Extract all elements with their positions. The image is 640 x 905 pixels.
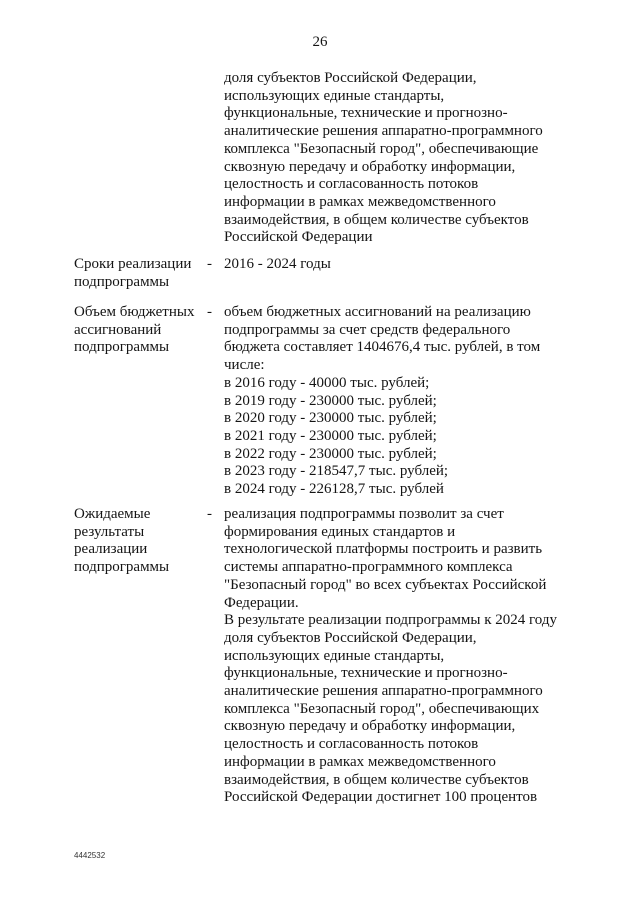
value-line: доля субъектов Российской Федерации, — [224, 70, 477, 86]
document-code: 4442532 — [74, 851, 106, 860]
value-line: подпрограммы за счет средств федерального — [224, 321, 511, 338]
value-line: в 2016 году - 40000 тыс. рублей; — [224, 374, 430, 391]
value-line: комплекса "Безопасный город", обеспечивающих — [224, 700, 540, 717]
row-dash: - — [207, 506, 212, 522]
label-line: реализации — [74, 541, 148, 558]
value-line: функциональные, технические и прогнозно- — [224, 105, 508, 122]
row-dash: - — [207, 304, 212, 320]
label-line: Сроки реализации — [74, 256, 192, 272]
value-line: взаимодействия, в общем количестве субъектов — [224, 771, 529, 788]
value-line: использующих единые стандарты, — [224, 647, 445, 664]
value-line: сквозную передачу и обработку информации, — [224, 158, 516, 175]
label-line: Объем бюджетных — [74, 304, 195, 320]
value-line: числе: — [224, 357, 265, 374]
label-line: результаты — [74, 523, 145, 540]
value-line: в 2019 году - 230000 тыс. рублей; — [224, 392, 437, 409]
label-line: подпрограммы — [74, 339, 170, 356]
label-line: ассигнований — [74, 321, 162, 338]
row-value — [224, 256, 564, 274]
label-line: подпрограммы — [74, 559, 170, 576]
label-line: подпрограммы — [74, 273, 170, 290]
value-line: формирования единых стандартов и — [224, 523, 456, 540]
value-line: бюджета составляет 1404676,4 тыс. рублей, в том — [224, 339, 541, 356]
value-line: объем бюджетных ассигнований на реализацию — [224, 304, 531, 320]
value-line: 2016 - 2024 годы — [224, 256, 331, 272]
value-line: в 2023 году - 218547,7 тыс. рублей; — [224, 463, 449, 480]
value-line: использующих единые стандарты, — [224, 87, 445, 104]
value-line: системы аппаратно-программного комплекса — [224, 559, 513, 576]
value-line: реализация подпрограммы позволит за счет — [224, 506, 504, 522]
value-line: в 2024 году - 226128,7 тыс. рублей — [224, 481, 444, 498]
page-number: 26 — [312, 34, 328, 50]
value-line: в 2020 году - 230000 тыс. рублей; — [224, 410, 437, 427]
value-line: функциональные, технические и прогнозно- — [224, 665, 508, 682]
value-line: целостность и согласованность потоков — [224, 176, 479, 193]
row-label — [74, 256, 204, 291]
row-value — [224, 506, 564, 807]
value-line: сквозную передачу и обработку информации, — [224, 718, 516, 735]
value-line: комплекса "Безопасный город", обеспечивающие — [224, 140, 539, 157]
label-line: Ожидаемые — [74, 506, 151, 522]
row-dash: - — [207, 256, 212, 272]
value-line: Федерации. — [224, 594, 299, 611]
value-line: целостность и согласованность потоков — [224, 736, 479, 753]
value-line: доля субъектов Российской Федерации, — [224, 629, 477, 646]
value-line: информации в рамках межведомственного — [224, 753, 496, 770]
value-line: в 2021 году - 230000 тыс. рублей; — [224, 427, 437, 444]
row-label — [74, 304, 204, 357]
value-line: В результате реализации подпрограммы к 2024 году — [224, 612, 557, 629]
value-line: информации в рамках межведомственного — [224, 193, 496, 210]
value-line: технологической платформы построить и развить — [224, 541, 543, 558]
value-line: "Безопасный город" во всех субъектах Российской — [224, 576, 547, 593]
value-line: аналитические решения аппаратно-программного — [224, 683, 543, 700]
value-line: в 2022 году - 230000 тыс. рублей; — [224, 445, 437, 462]
value-line: аналитические решения аппаратно-программного — [224, 123, 543, 140]
value-line: Российской Федерации — [224, 229, 373, 246]
value-line: взаимодействия, в общем количестве субъектов — [224, 211, 529, 228]
row-value — [224, 304, 564, 499]
continuation-value — [224, 70, 564, 247]
row-label — [74, 506, 204, 577]
value-line: Российской Федерации достигнет 100 процентов — [224, 789, 538, 806]
